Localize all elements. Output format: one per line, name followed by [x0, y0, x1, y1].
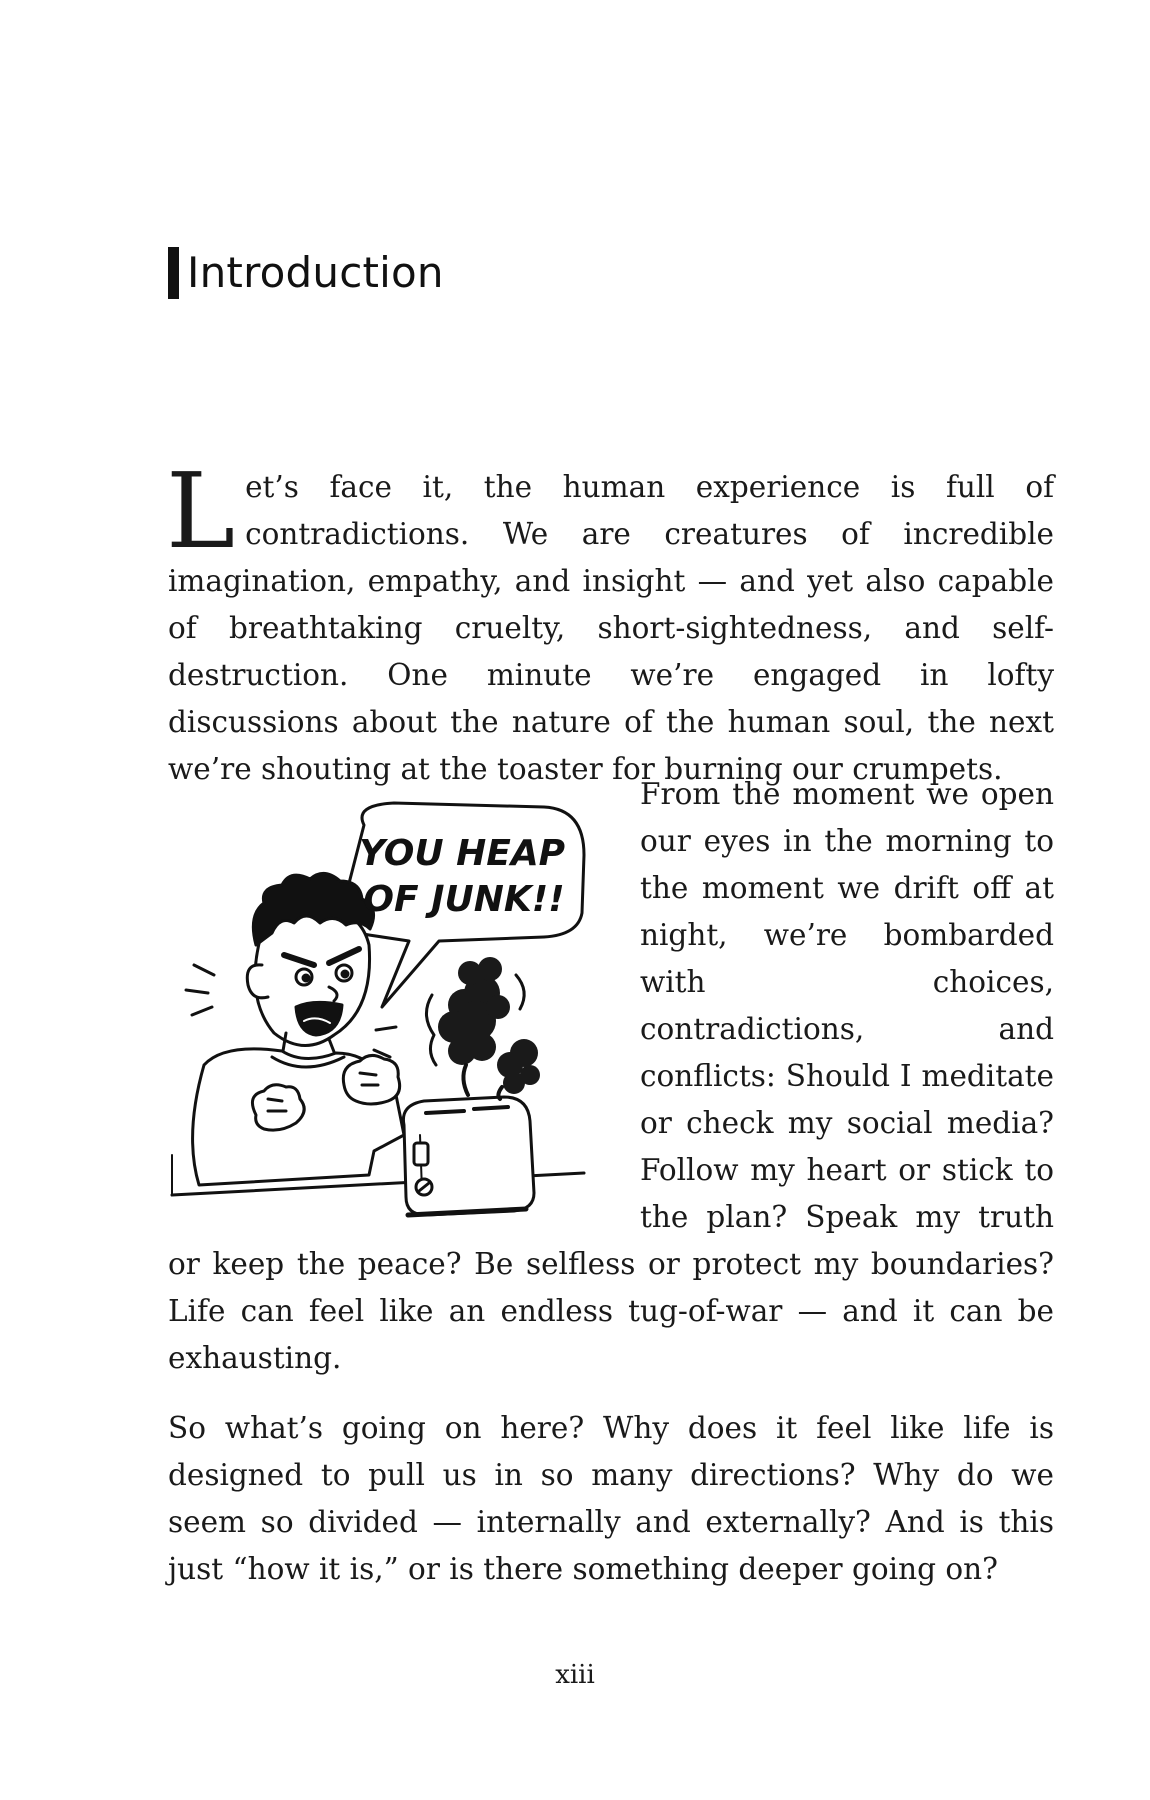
chapter-heading	[168, 246, 444, 300]
drop-cap: L	[166, 450, 236, 572]
paragraph-1-text: et’s face it, the human experience is full of contradictions. We are creatures of incredible imagination, empathy, and insight — and yet also capable of breathtaking cruelty, short-sightedness, and self-destruction. One minute we’re engaged in lofty discussions about the nature of the human soul, the next we’re shouting at the toaster for burning our crumpets.	[168, 470, 1054, 786]
speech-text-line-2: OF JUNK!!	[363, 879, 565, 920]
angry-man-toaster-illustration	[164, 795, 614, 1255]
page-number: xiii	[555, 1660, 595, 1690]
chapter-title: Introduction	[187, 248, 444, 297]
paragraph-1	[166, 450, 1054, 793]
right-fist	[343, 1055, 399, 1104]
heading-bar	[168, 247, 179, 299]
left-fist	[252, 1085, 304, 1130]
speech-text-line-1: YOU HEAP	[358, 833, 566, 874]
smoke	[438, 957, 540, 1094]
paragraph-2: From the moment we open our eyes in the morning to the moment we drift off at night, we’re bombarded with choices, contradictions, and conflicts: Should I meditate or check my social media? Follow my heart or stick to the plan? Speak my truth or keep the peace? Be selfless or protect my boundaries? Life can feel like an endless tug-of-war — and it can be exhausting.	[168, 777, 1054, 1375]
paragraph-3: So what’s going on here? Why does it feel like life is designed to pull us in so many directions? Why do we seem so divided — internally and externally? And is this just “how it is,” or is there something deeper going on?	[168, 1411, 1054, 1586]
